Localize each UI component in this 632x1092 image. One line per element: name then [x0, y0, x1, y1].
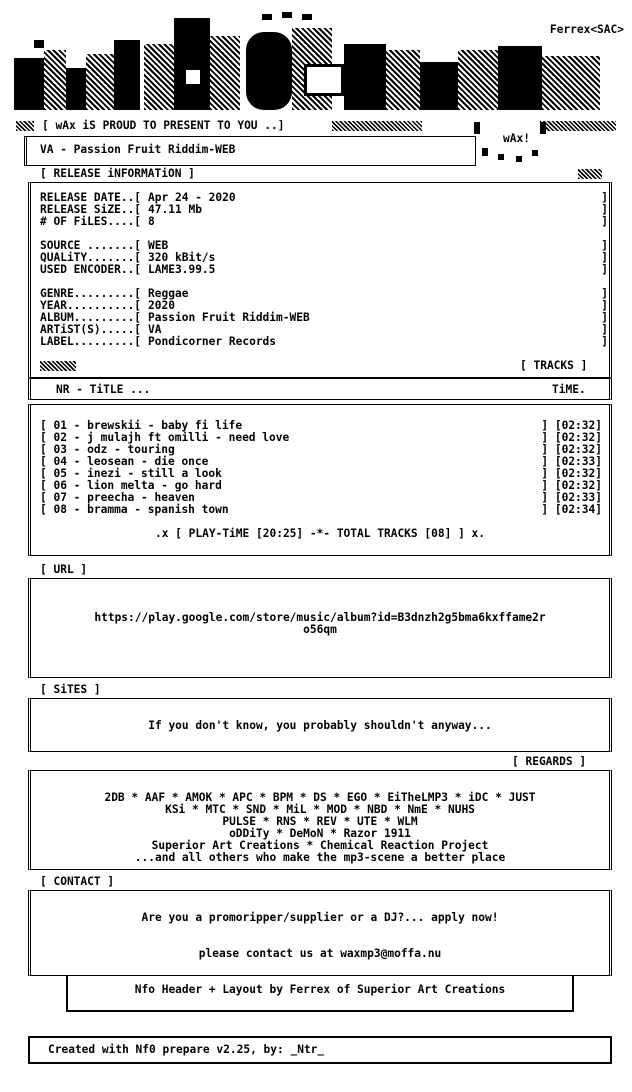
release-info-key: ARTiST(S).....[: [40, 323, 142, 336]
track-time: ] [02:32]: [541, 443, 602, 456]
bracket-close: ]: [601, 311, 608, 324]
release-info-value: 320 kBit/s: [148, 251, 216, 264]
track-title: [ 08 - bramma - spanish town: [40, 503, 229, 516]
bracket-close: ]: [601, 251, 608, 264]
release-info-value: 47.11 Mb: [148, 203, 202, 216]
bracket-close: ]: [601, 335, 608, 348]
bracket-close: ]: [601, 239, 608, 252]
track-time: ] [02:34]: [541, 503, 602, 516]
tracks-col-time: TiME.: [552, 383, 586, 396]
release-info-label: [ RELEASE iNFORMATiON ]: [40, 167, 195, 180]
release-info-key: QUALiTY.......[: [40, 251, 142, 264]
contact-panel: [28, 890, 612, 976]
wax-tag: wAx!: [503, 132, 530, 145]
release-info-key: GENRE.........[: [40, 287, 142, 300]
release-info-row: [40, 216, 608, 228]
track-time: ] [02:32]: [541, 431, 602, 444]
track-title: [ 02 - j mulajh ft omilli - need love: [40, 431, 290, 444]
track-title: [ 03 - odz - touring: [40, 443, 175, 456]
track-time: ] [02:33]: [541, 455, 602, 468]
release-info-key: LABEL.........[: [40, 335, 142, 348]
track-title: [ 04 - leosean - die once: [40, 455, 209, 468]
release-info-value: Reggae: [148, 287, 189, 300]
sites-text: If you don't know, you probably shouldn't anyway...: [148, 719, 492, 732]
track-title: [ 07 - preecha - heaven: [40, 491, 195, 504]
track-title: [ 06 - lion melta - go hard: [40, 479, 222, 492]
tracks-label: [ TRACKS ]: [520, 359, 588, 372]
release-info-value: WEB: [148, 239, 169, 252]
track-time: ] [02:32]: [541, 467, 602, 480]
contact-line1: Are you a promoripper/supplier or a DJ?... apply now!: [141, 911, 499, 924]
release-info-value: 8: [148, 215, 155, 228]
logo-credit: Ferrex<SAC>: [549, 23, 624, 36]
regards-line: oDDiTy * DeMoN * Razor 1911: [229, 827, 411, 840]
track-time: ] [02:32]: [541, 419, 602, 432]
regards-label: [ REGARDS ]: [512, 755, 587, 768]
release-info-key: RELEASE DATE..[: [40, 191, 142, 204]
release-info-value: LAME3.99.5: [148, 263, 216, 276]
bracket-close: ]: [601, 299, 608, 312]
contact-label: [ CONTACT ]: [40, 875, 115, 888]
release-title: VA - Passion Fruit Riddim-WEB: [40, 143, 236, 156]
regards-line: Superior Art Creations * Chemical Reaction Project: [151, 839, 489, 852]
present-line: [ wAx iS PROUD TO PRESENT TO YOU ..]: [42, 119, 285, 132]
release-info-value: Apr 24 - 2020: [148, 191, 236, 204]
regards-line: 2DB * AAF * AMOK * APC * BPM * DS * EGO * EiTheLMP3 * iDC * JUST: [104, 791, 536, 804]
contact-email-line[interactable]: please contact us at waxmp3@moffa.nu: [198, 947, 442, 960]
bracket-close: ]: [601, 263, 608, 276]
url-link-line1[interactable]: https://play.google.com/store/music/album?id=B3dnzh2g5bma6kxffame2r: [94, 611, 546, 624]
release-info-key: RELEASE SiZE..[: [40, 203, 142, 216]
release-info-row: [40, 336, 608, 348]
track-row: [40, 504, 602, 516]
url-label: [ URL ]: [40, 563, 88, 576]
layout-credit: Nfo Header + Layout by Ferrex of Superior Art Creations: [134, 983, 506, 996]
track-title: [ 01 - brewskii - baby fi life: [40, 419, 243, 432]
release-info-value: Pondicorner Records: [148, 335, 277, 348]
release-info-key: ALBUM.........[: [40, 311, 142, 324]
regards-line: KSi * MTC * SND * MiL * MOD * NBD * NmE * NUHS: [165, 803, 475, 816]
release-info-value: Passion Fruit Riddim-WEB: [148, 311, 310, 324]
bracket-close: ]: [601, 287, 608, 300]
regards-line: ...and all others who make the mp3-scene a better place: [134, 851, 506, 864]
track-time: ] [02:33]: [541, 491, 602, 504]
release-info-key: USED ENCODER..[: [40, 263, 142, 276]
track-time: ] [02:32]: [541, 479, 602, 492]
bracket-close: ]: [601, 191, 608, 204]
bracket-close: ]: [601, 215, 608, 228]
release-info-key: SOURCE .......[: [40, 239, 142, 252]
sites-label: [ SiTES ]: [40, 683, 101, 696]
release-info-row: [40, 264, 608, 276]
release-info-value: VA: [148, 323, 162, 336]
release-info-value: 2020: [148, 299, 175, 312]
release-info-key: # OF FiLES....[: [40, 215, 142, 228]
bracket-close: ]: [601, 323, 608, 336]
tracks-summary: .x [ PLAY-TiME [20:25] -*- TOTAL TRACKS [08] ] x.: [154, 527, 486, 540]
bracket-close: ]: [601, 203, 608, 216]
created-with: Created with Nf0 prepare v2.25, by: _Ntr_: [48, 1043, 325, 1056]
url-link-line2[interactable]: o56qm: [303, 623, 337, 636]
tracks-col-title: NR - TiTLE ...: [56, 383, 151, 396]
track-title: [ 05 - inezi - still a look: [40, 467, 222, 480]
wax-logo: [14, 10, 614, 120]
regards-line: PULSE * RNS * REV * UTE * WLM: [222, 815, 418, 828]
release-info-key: YEAR..........[: [40, 299, 142, 312]
